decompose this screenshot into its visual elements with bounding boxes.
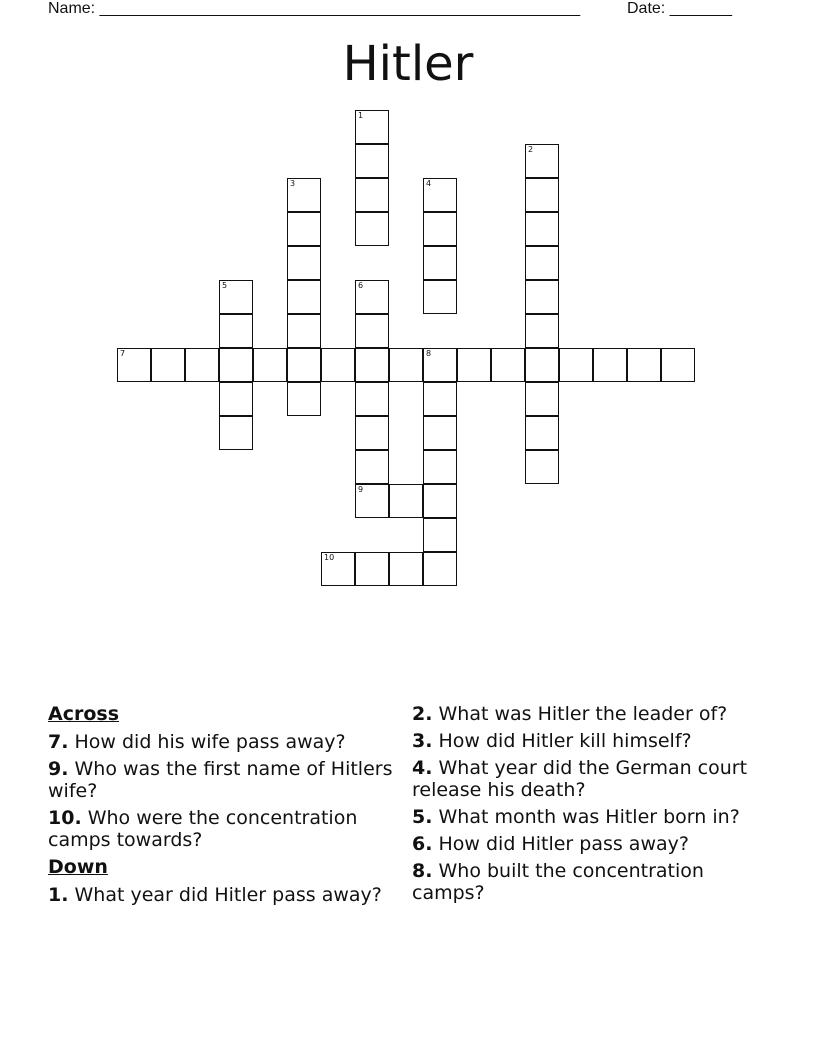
grid-cell[interactable] xyxy=(355,416,389,450)
clue-text: What month was Hitler born in? xyxy=(438,806,740,828)
grid-cell[interactable] xyxy=(355,314,389,348)
grid-cell[interactable] xyxy=(355,110,389,144)
grid-cell[interactable] xyxy=(219,314,253,348)
clue-text: Who were the concentration camps towards? xyxy=(48,807,358,851)
grid-cell[interactable] xyxy=(423,246,457,280)
grid-cell[interactable] xyxy=(287,246,321,280)
grid-cell[interactable] xyxy=(253,348,287,382)
down-heading: Down xyxy=(48,856,108,878)
grid-cell[interactable] xyxy=(185,348,219,382)
puzzle-title: Hitler xyxy=(342,36,474,92)
clue-down-8 xyxy=(412,860,752,904)
grid-cell[interactable] xyxy=(593,348,627,382)
grid-cell[interactable] xyxy=(287,348,321,382)
grid-cell[interactable] xyxy=(321,552,355,586)
grid-cell[interactable] xyxy=(525,348,559,382)
clue-number: 9. xyxy=(48,758,69,780)
clue-text: How did Hitler kill himself? xyxy=(438,730,692,752)
grid-cell[interactable] xyxy=(525,212,559,246)
grid-cell[interactable] xyxy=(525,246,559,280)
grid-cell[interactable] xyxy=(423,212,457,246)
grid-cell[interactable] xyxy=(355,178,389,212)
clue-text: What was Hitler the leader of? xyxy=(438,703,728,725)
grid-cell[interactable] xyxy=(355,552,389,586)
clue-number-label: 5 xyxy=(222,281,228,290)
name-field-label: Name: ______________________________________________________ xyxy=(48,0,581,17)
clue-across-7 xyxy=(48,731,398,753)
date-field-label: Date: _______ xyxy=(627,0,732,17)
clue-down-4 xyxy=(412,757,752,801)
grid-cell[interactable] xyxy=(287,280,321,314)
clue-down-1 xyxy=(48,884,398,906)
grid-cell[interactable] xyxy=(287,212,321,246)
grid-cell[interactable] xyxy=(287,382,321,416)
clue-down-5 xyxy=(412,806,752,828)
clues-left-column xyxy=(48,703,398,911)
grid-cell[interactable] xyxy=(355,450,389,484)
clue-number-label: 8 xyxy=(426,349,432,358)
grid-cell[interactable] xyxy=(355,280,389,314)
grid-cell[interactable] xyxy=(219,348,253,382)
clue-number: 3. xyxy=(412,730,433,752)
grid-cell[interactable] xyxy=(389,348,423,382)
grid-cell[interactable] xyxy=(661,348,695,382)
grid-cell[interactable] xyxy=(525,314,559,348)
clue-number-label: 1 xyxy=(358,111,364,120)
clue-across-9 xyxy=(48,758,398,802)
grid-cell[interactable] xyxy=(525,280,559,314)
clue-text: Who was the first name of Hitlers wife? xyxy=(48,758,393,802)
grid-cell[interactable] xyxy=(423,280,457,314)
clue-text: How did his wife pass away? xyxy=(74,731,346,753)
grid-cell[interactable] xyxy=(287,178,321,212)
grid-cell[interactable] xyxy=(287,314,321,348)
grid-cell[interactable] xyxy=(355,144,389,178)
clue-number-label: 4 xyxy=(426,179,432,188)
grid-cell[interactable] xyxy=(219,416,253,450)
grid-cell[interactable] xyxy=(219,382,253,416)
grid-cell[interactable] xyxy=(423,450,457,484)
clues-right-column xyxy=(412,703,752,909)
grid-cell[interactable] xyxy=(423,382,457,416)
clue-number: 2. xyxy=(412,703,433,725)
grid-cell[interactable] xyxy=(151,348,185,382)
grid-cell[interactable] xyxy=(355,484,389,518)
clue-number-label: 9 xyxy=(358,485,364,494)
clue-down-2 xyxy=(412,703,752,725)
grid-cell[interactable] xyxy=(423,484,457,518)
grid-cell[interactable] xyxy=(491,348,525,382)
clue-number: 1. xyxy=(48,884,69,906)
grid-cell[interactable] xyxy=(355,212,389,246)
grid-cell[interactable] xyxy=(627,348,661,382)
clue-number: 7. xyxy=(48,731,69,753)
clue-number: 4. xyxy=(412,757,433,779)
clue-number: 5. xyxy=(412,806,433,828)
grid-cell[interactable] xyxy=(389,552,423,586)
grid-cell[interactable] xyxy=(321,348,355,382)
grid-cell[interactable] xyxy=(457,348,491,382)
clue-number-label: 7 xyxy=(120,349,126,358)
grid-cell[interactable] xyxy=(423,178,457,212)
grid-cell[interactable] xyxy=(525,450,559,484)
clue-number: 8. xyxy=(412,860,433,882)
grid-cell[interactable] xyxy=(423,552,457,586)
grid-cell[interactable] xyxy=(525,178,559,212)
clue-number-label: 3 xyxy=(290,179,296,188)
grid-cell[interactable] xyxy=(423,416,457,450)
grid-cell[interactable] xyxy=(525,144,559,178)
clue-down-3 xyxy=(412,730,752,752)
grid-cell[interactable] xyxy=(355,382,389,416)
clue-text: What year did the German court release his death? xyxy=(412,757,748,801)
clue-text: What year did Hitler pass away? xyxy=(74,884,382,906)
grid-cell[interactable] xyxy=(423,518,457,552)
across-heading: Across xyxy=(48,703,120,725)
grid-cell[interactable] xyxy=(525,382,559,416)
grid-cell[interactable] xyxy=(389,484,423,518)
clue-number-label: 10 xyxy=(324,553,335,562)
grid-cell[interactable] xyxy=(423,348,457,382)
clue-number: 6. xyxy=(412,833,433,855)
grid-cell[interactable] xyxy=(219,280,253,314)
clue-number-label: 2 xyxy=(528,145,534,154)
grid-cell[interactable] xyxy=(355,348,389,382)
clue-down-6 xyxy=(412,833,752,855)
clue-text: How did Hitler pass away? xyxy=(438,833,689,855)
grid-cell[interactable] xyxy=(117,348,151,382)
clue-number-label: 6 xyxy=(358,281,364,290)
grid-cell[interactable] xyxy=(525,416,559,450)
clue-across-10 xyxy=(48,807,398,851)
clue-number: 10. xyxy=(48,807,82,829)
grid-cell[interactable] xyxy=(559,348,593,382)
clue-text: Who built the concentration camps? xyxy=(412,860,704,904)
